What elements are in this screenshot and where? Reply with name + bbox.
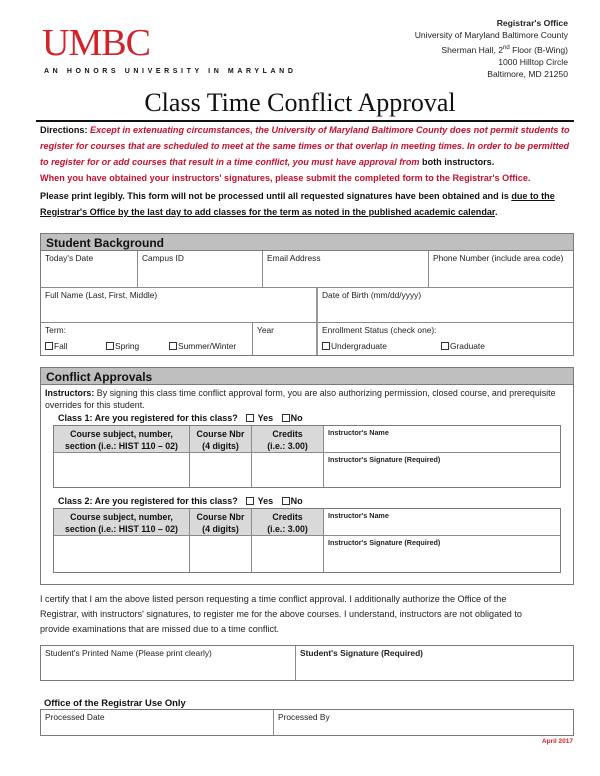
building-sup: nd: [503, 44, 510, 51]
term-option-spring[interactable]: [106, 341, 139, 351]
building-text: Sherman Hall, 2: [441, 44, 504, 55]
class-question-text: Class 2: Are you registered for this class?: [58, 496, 238, 506]
class-2-instructor-name[interactable]: [324, 509, 560, 536]
class-2-credits-input[interactable]: [252, 536, 324, 572]
conflict-approvals-heading: Conflict Approvals: [41, 368, 573, 385]
class-1-instructor-name[interactable]: [324, 426, 560, 453]
class-2-table: [53, 508, 561, 573]
notice-deadline: due to the Registrar's Office by the last day to add classes for the term as noted in the published academic calendar: [40, 191, 555, 217]
dob-field[interactable]: [318, 288, 574, 323]
logo-tagline: AN HONORS UNIVERSITY IN MARYLAND: [44, 68, 297, 75]
class-1-table: [53, 425, 561, 488]
instructors-note: [41, 385, 573, 413]
building-text-post: Floor (B-Wing): [509, 44, 568, 55]
year-field[interactable]: [253, 323, 318, 355]
student-signature-field[interactable]: [296, 646, 573, 680]
conflict-approvals-section: [40, 367, 574, 585]
course-nbr-header: [190, 426, 252, 453]
header-line: section (i.e.: HIST 110 – 02): [65, 441, 178, 451]
header-line: (4 digits): [202, 441, 239, 451]
credits-header: [252, 426, 324, 453]
class-1-credits-input[interactable]: [252, 453, 324, 487]
header-line: (i.e.: 3.00): [267, 524, 308, 534]
student-background-section: [40, 233, 574, 356]
checkbox-icon[interactable]: [45, 342, 53, 350]
notice-end: .: [494, 207, 498, 217]
page-title: Class Time Conflict Approval: [144, 88, 456, 117]
year-label: Year: [257, 325, 274, 335]
header-line: (4 digits): [202, 524, 239, 534]
checkbox-icon[interactable]: [441, 342, 449, 350]
checkbox-icon[interactable]: [169, 342, 177, 350]
checkbox-icon[interactable]: [282, 414, 290, 422]
instructor-signature-label: Instructor's Signature (Required): [328, 455, 441, 464]
office-use-heading: Office of the Registrar Use Only: [44, 697, 186, 708]
enrollment-option-label: Undergraduate: [331, 341, 387, 351]
credits-header: [252, 509, 324, 536]
todays-date-label: Today's Date: [45, 253, 94, 263]
directions-submit-text: When you have obtained your instructors' signatures, please submit the completed form to the Registrar's Office.: [40, 173, 531, 183]
yes-label: Yes: [257, 496, 274, 506]
instructors-text: By signing this class time conflict approval form, you are also authorizing permission, closed course, and prerequisite overrides for this student.: [45, 388, 556, 410]
umbc-logo: UMBC: [42, 22, 150, 64]
enrollment-option-graduate[interactable]: [441, 341, 485, 351]
header-line: section (i.e.: HIST 110 – 02): [65, 524, 178, 534]
header-line: Course Nbr: [196, 512, 245, 522]
office-building: [415, 42, 568, 56]
no-label: No: [290, 496, 303, 506]
full-name-label: Full Name (Last, First, Middle): [45, 290, 158, 300]
header-line: Course Nbr: [196, 429, 245, 439]
instructor-name-label: Instructor's Name: [328, 511, 389, 520]
enrollment-label: Enrollment Status (check one):: [322, 325, 437, 335]
term-label: Term:: [45, 325, 66, 335]
term-field: [41, 323, 253, 355]
term-option-label: Spring: [115, 341, 140, 351]
class-1-no[interactable]: [282, 413, 303, 423]
no-label: No: [290, 413, 303, 423]
term-option-summer-winter[interactable]: [169, 341, 236, 351]
header-line: Course subject, number,: [70, 429, 173, 439]
checkbox-icon[interactable]: [246, 414, 254, 422]
processed-by-label: Processed By: [278, 712, 330, 722]
header-line: (i.e.: 3.00): [267, 441, 308, 451]
class-1-yes[interactable]: [246, 413, 273, 423]
form-version: April 2017: [541, 738, 573, 745]
class-1-nbr-input[interactable]: [190, 453, 252, 487]
term-option-label: Fall: [54, 341, 68, 351]
class-2-question: [58, 496, 303, 506]
class-2-instructor-signature[interactable]: [324, 536, 560, 572]
processed-by-field[interactable]: [274, 710, 573, 735]
directions-paragraph: [40, 122, 580, 186]
office-university: University of Maryland Baltimore County: [414, 30, 568, 41]
processed-date-label: Processed Date: [45, 712, 105, 722]
class-2-yes[interactable]: [246, 496, 273, 506]
checkbox-icon[interactable]: [282, 497, 290, 505]
header-line: Credits: [272, 429, 303, 439]
class-1-course-input[interactable]: [54, 453, 190, 487]
header-line: Course subject, number,: [70, 512, 173, 522]
instructor-name-label: Instructor's Name: [328, 428, 389, 437]
email-field[interactable]: [263, 251, 429, 288]
phone-label: Phone Number (include area code): [433, 253, 564, 263]
full-name-field[interactable]: [41, 288, 318, 323]
office-name: Registrar's Office: [496, 18, 568, 28]
directions-italic-text: Except in extenuating circumstances, the University of Maryland Baltimore County does not permit students to register for courses that are scheduled to meet at the same times or that overlap in meeting times. In order to be permitted to register for or add courses that result in a time conflict, you must have approval from: [40, 125, 570, 167]
checkbox-icon[interactable]: [246, 497, 254, 505]
yes-label: Yes: [257, 413, 274, 423]
campus-id-label: Campus ID: [142, 253, 184, 263]
class-1-question: [58, 413, 303, 423]
class-2-nbr-input[interactable]: [190, 536, 252, 572]
student-background-heading: Student Background: [41, 234, 573, 251]
office-city: Baltimore, MD 21250: [487, 69, 568, 80]
class-2-course-input[interactable]: [54, 536, 190, 572]
student-signature-label: Student's Signature (Required): [300, 648, 423, 658]
campus-id-field[interactable]: [138, 251, 263, 288]
class-question-text: Class 1: Are you registered for this class?: [58, 413, 238, 423]
certification-statement: I certify that I am the above listed person requesting a time conflict approval. I additionally authorize the Office of the Registrar, with instructors' signatures, to register me for the above courses. I understand, instructors are not obligated to provide examinations that are missed due to a time conflict.: [40, 594, 522, 634]
class-1-instructor-signature[interactable]: [324, 453, 560, 487]
email-label: Email Address: [267, 253, 321, 263]
course-subject-header: [54, 509, 190, 536]
header-line: Credits: [272, 512, 303, 522]
student-signature-table: [40, 645, 574, 681]
term-option-fall[interactable]: [45, 341, 68, 351]
print-notice: [40, 188, 580, 220]
registrar-office-address: [415, 17, 568, 81]
checkbox-icon[interactable]: [106, 342, 114, 350]
processed-date-field[interactable]: [41, 710, 274, 735]
instructors-label: Instructors:: [45, 388, 95, 398]
class-2-no[interactable]: [282, 496, 303, 506]
course-nbr-header: [190, 509, 252, 536]
checkbox-icon[interactable]: [322, 342, 330, 350]
enrollment-option-undergraduate[interactable]: [322, 341, 387, 351]
dob-label: Date of Birth (mm/dd/yyyy): [322, 290, 422, 300]
student-printed-name-field[interactable]: [41, 646, 296, 680]
course-subject-header: [54, 426, 190, 453]
instructor-signature-label: Instructor's Signature (Required): [328, 538, 441, 547]
printed-name-label: Student's Printed Name (Please print clearly): [45, 648, 212, 658]
office-use-table: [40, 709, 574, 736]
term-option-label: Summer/Winter: [178, 341, 237, 351]
todays-date-field[interactable]: [41, 251, 138, 288]
directions-label: Directions:: [40, 125, 91, 135]
phone-field[interactable]: [429, 251, 574, 288]
office-street: 1000 Hilltop Circle: [498, 57, 568, 68]
notice-text: Please print legibly. This form will not be processed until all requested signatures have been obtained and is: [40, 191, 512, 201]
directions-both-text: both instructors.: [419, 157, 495, 167]
enrollment-option-label: Graduate: [450, 341, 485, 351]
enrollment-status-field: [318, 323, 574, 355]
